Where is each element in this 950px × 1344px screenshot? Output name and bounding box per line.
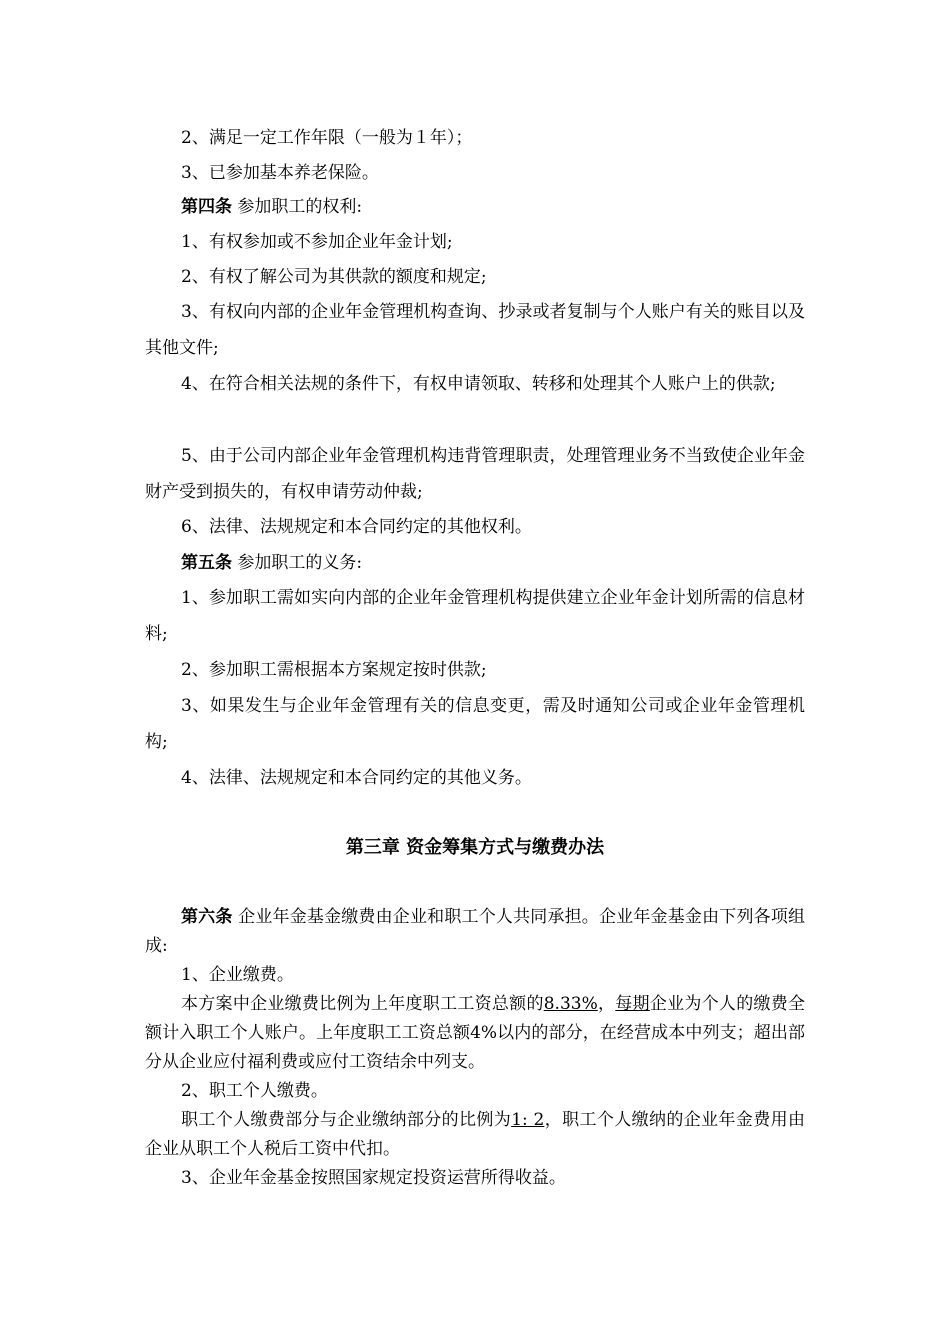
article-5-item-2: 2、参加职工需根据本方案规定按时供款;	[181, 660, 487, 680]
employee-ratio: 1: 2	[511, 1110, 545, 1130]
article-6-item-2: 2、职工个人缴费。	[181, 1081, 328, 1101]
article-6-text: 企业年金基金缴费由企业和职工个人共同承担。企业年金基金由下列各项组成:	[145, 907, 806, 956]
article-6-item-3: 3、企业年金基金按照国家规定投资运营所得收益。	[181, 1168, 566, 1188]
article-4-text: 参加职工的权利:	[232, 197, 363, 217]
article-4-item-3: 3、有权向内部的企业年金管理机构查询、抄录或者复制与个人账户有关的账目以及其他文件;	[145, 302, 805, 358]
article-5-text: 参加职工的义务:	[232, 553, 363, 573]
paragraph-pension-insurance: 3、已参加基本养老保险。	[181, 163, 379, 183]
chapter-3-title: 第三章 资金筹集方式与缴费办法	[345, 837, 605, 858]
article-6-heading	[145, 903, 805, 961]
article-6-paragraph-employer	[145, 990, 805, 1077]
article-5-label: 第五条	[181, 553, 232, 573]
article-4-item-5: 5、由于公司内部企业年金管理机构违背管理职责，处理管理业务不当致使企业年金财产受到损失的，有权申请劳动仲裁;	[145, 446, 805, 502]
article-4-item-6: 6、法律、法规规定和本合同约定的其他权利。	[181, 517, 532, 537]
article-5-item-4: 4、法律、法规规定和本合同约定的其他义务。	[181, 768, 532, 788]
article-4-item-1: 1、有权参加或不参加企业年金计划;	[181, 232, 453, 252]
employer-period: 每期	[615, 994, 650, 1014]
employer-rate: 8.33%	[543, 994, 598, 1014]
article-4-item-2: 2、有权了解公司为其供款的额度和规定;	[181, 267, 487, 287]
employee-text-a: 职工个人缴费部分与企业缴纳部分的比例为	[181, 1110, 512, 1130]
article-4-heading	[145, 189, 805, 225]
article-6-item-1: 1、企业缴费。	[181, 965, 294, 985]
article-4-item-4: 4、在符合相关法规的条件下，有权申请领取、转移和处理其个人账户上的供款;	[181, 374, 776, 394]
paragraph-work-years: 2、满足一定工作年限（一般为１年）；	[181, 128, 473, 148]
article-4-label: 第四条	[181, 197, 232, 217]
employee-text-b: ，职工个人缴纳的企业年金费用由企业从职工个人税后工资中代扣。	[145, 1110, 806, 1159]
article-5-item-1: 1、参加职工需如实向内部的企业年金管理机构提供建立企业年金计划所需的信息材料;	[145, 588, 805, 644]
article-5-heading	[145, 545, 805, 581]
article-6-paragraph-employee	[145, 1106, 805, 1164]
employer-text-a: 本方案中企业缴费比例为上年度职工工资总额的	[181, 994, 544, 1014]
employer-text-c: 企业为个人的缴费全额计入职工个人账户。上年度职工工资总额4%以内的部分，在经营成本中列支；超出部分从企业应付福利费或应付工资结余中列支。	[145, 994, 806, 1072]
employer-text-b: ，	[597, 994, 616, 1014]
article-5-item-3: 3、如果发生与企业年金管理有关的信息变更，需及时通知公司或企业年金管理机构;	[145, 696, 805, 752]
article-6-label: 第六条	[181, 907, 233, 927]
